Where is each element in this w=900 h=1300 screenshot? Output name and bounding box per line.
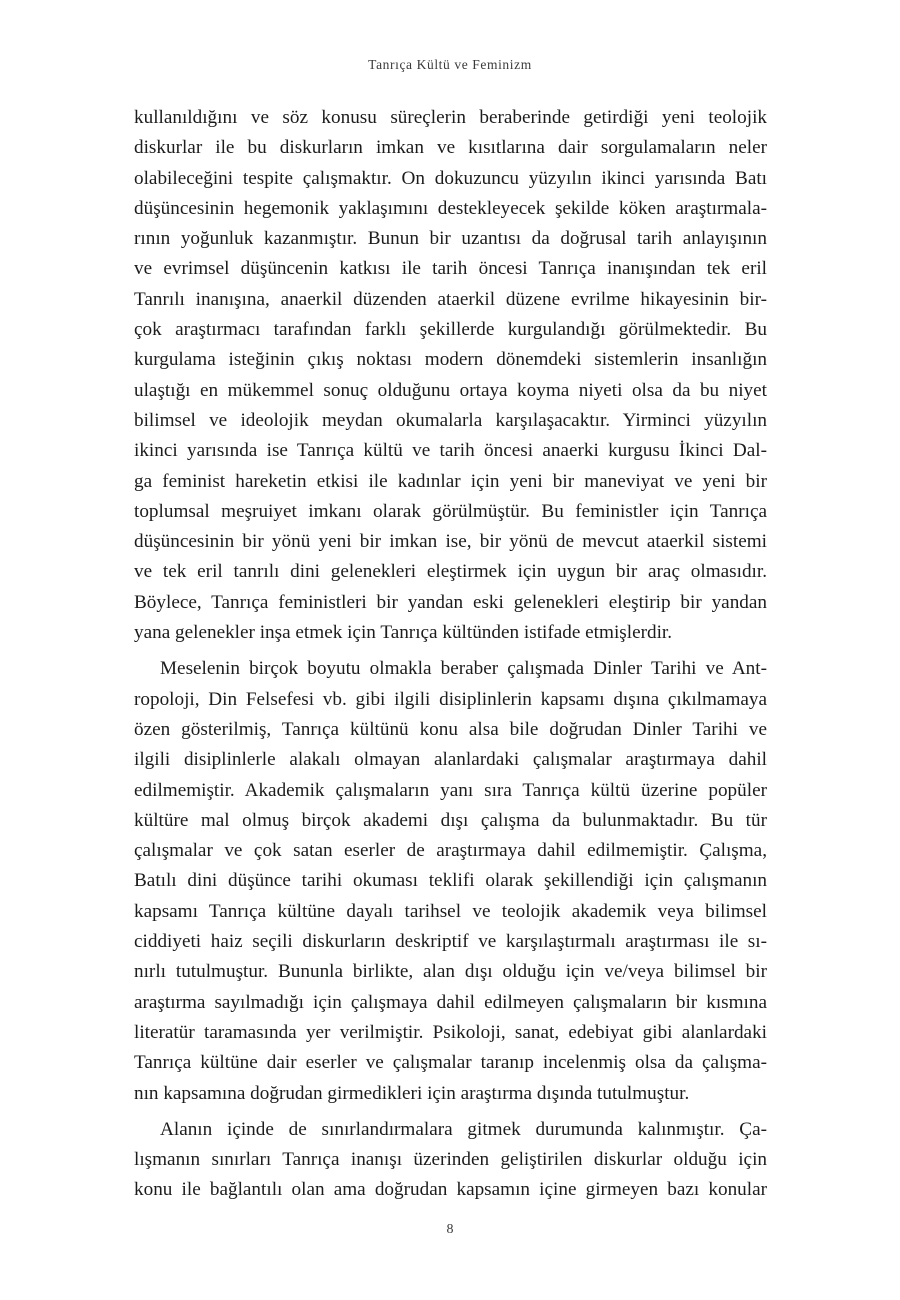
text-line: ilgili disiplinlerle alakalı olmayan alanlardaki çalışmalar araştırmaya dahil — [134, 749, 767, 771]
text-line: kültüre mal olmuş birçok akademi dışı çalışma da bulunmaktadır. Bu tür — [134, 809, 767, 831]
text-line: Böylece, Tanrıça feministleri bir yandan eski gelenekleri eleştirip bir yandan — [134, 591, 767, 613]
body-text — [134, 103, 767, 1206]
text-line: rının yoğunluk kazanmıştır. Bunun bir uzantısı da doğrusal tarih anlayışının — [134, 228, 767, 250]
text-line: araştırma sayılmadığı için çalışmaya dahil edilmeyen çalışmaların bir kısmına — [134, 991, 767, 1013]
text-line: bilimsel ve ideolojik meydan okumalarla karşılaşacaktır. Yirminci yüzyılın — [134, 409, 767, 431]
text-line: lışmanın sınırları Tanrıça inanışı üzerinden geliştirilen diskurlar olduğu için — [134, 1149, 767, 1171]
text-line: Meselenin birçok boyutu olmakla beraber çalışmada Dinler Tarihi ve Ant- — [160, 658, 767, 680]
text-line: çok araştırmacı tarafından farklı şekillerde kurgulandığı görülmektedir. Bu — [134, 319, 767, 341]
text-line: ciddiyeti haiz seçili diskurların deskriptif ve karşılaştırmalı araştırması ile sı- — [134, 931, 767, 953]
text-line: ropoloji, Din Felsefesi vb. gibi ilgili disiplinlerin kapsamı dışına çıkılmamaya — [134, 688, 767, 710]
text-line: kullanıldığını ve söz konusu süreçlerin beraberinde getirdiği yeni teolojik — [134, 107, 767, 128]
text-line: ulaştığı en mükemmel sonuç olduğunu ortaya koyma niyeti olsa da bu niyet — [134, 379, 767, 401]
text-line: nın kapsamına doğrudan girmedikleri için araştırma dışında tutulmuştur. — [134, 1082, 690, 1104]
text-line: düşüncesinin bir yönü yeni bir imkan ise, bir yönü de mevcut ataerkil sistemi — [134, 531, 767, 553]
text-line: Tanrıça kültüne dair eserler ve çalışmalar taranıp incelenmiş olsa da çalışma- — [134, 1052, 767, 1074]
text-line: yana gelenekler inşa etmek için Tanrıça kültünden istifade etmişlerdir. — [134, 622, 673, 644]
paragraph-2 — [134, 654, 767, 1108]
text-line: ve tek eril tanrılı dini gelenekleri eleştirmek için uygun bir araç olmasıdır. — [134, 561, 767, 583]
text-line: kapsamı Tanrıça kültüne dayalı tarihsel ve teolojik akademik veya bilimsel — [134, 900, 767, 922]
text-line: özen gösterilmiş, Tanrıça kültünü konu alsa bile doğrudan Dinler Tarihi ve — [134, 718, 767, 740]
text-line: olabileceğini tespite çalışmaktır. On dokuzuncu yüzyılın ikinci yarısında Batı — [134, 167, 767, 189]
text-line: literatür taramasında yer verilmiştir. Psikoloji, sanat, edebiyat gibi alanlardaki — [134, 1021, 767, 1043]
text-line: edilmemiştir. Akademik çalışmaların yanı sıra Tanrıça kültü üzerine popüler — [134, 779, 767, 801]
paragraph-3 — [134, 1115, 767, 1206]
page-number: 8 — [446, 1222, 454, 1237]
text-line: Batılı dini düşünce tarihi okuması teklifi olarak şekillendiği için çalışmanın — [134, 870, 767, 892]
text-line: ikinci yarısında ise Tanrıça kültü ve tarih öncesi anaerki kurgusu İkinci Dal- — [134, 440, 767, 462]
text-line: Tanrılı inanışına, anaerkil düzenden ataerkil düzene evrilme hikayesinin bir- — [134, 288, 767, 310]
text-line: toplumsal meşruiyet imkanı olarak görülmüştür. Bu feministler için Tanrıça — [134, 500, 767, 522]
text-line: çalışmalar ve çok satan eserler de araştırmaya dahil edilmemiştir. Çalışma, — [134, 840, 767, 862]
running-head: Tanrıça Kültü ve Feminizm — [368, 57, 532, 72]
text-line: nırlı tutulmuştur. Bununla birlikte, alan dışı olduğu için ve/veya bilimsel bir — [134, 961, 767, 983]
text-line: ga feminist hareketin etkisi ile kadınlar için yeni bir maneviyat ve yeni bir — [134, 470, 767, 492]
text-line: ve evrimsel düşüncenin katkısı ile tarih öncesi Tanrıça inanışından tek eril — [134, 258, 767, 280]
text-line: diskurlar ile bu diskurların imkan ve kısıtlarına dair sorgulamaların neler — [134, 137, 767, 159]
text-line: düşüncesinin hegemonik yaklaşımını destekleyecek şekilde köken araştırmala- — [134, 197, 767, 219]
text-line: konu ile bağlantılı olan ama doğrudan kapsamın içine girmeyen bazı konular — [134, 1179, 767, 1201]
paragraph-1 — [134, 103, 767, 648]
text-line: kurgulama isteğinin çıkış noktası modern dönemdeki sistemlerin insanlığın — [134, 349, 767, 371]
text-line: Alanın içinde de sınırlandırmalara gitmek durumunda kalınmıştır. Ça- — [160, 1118, 767, 1140]
